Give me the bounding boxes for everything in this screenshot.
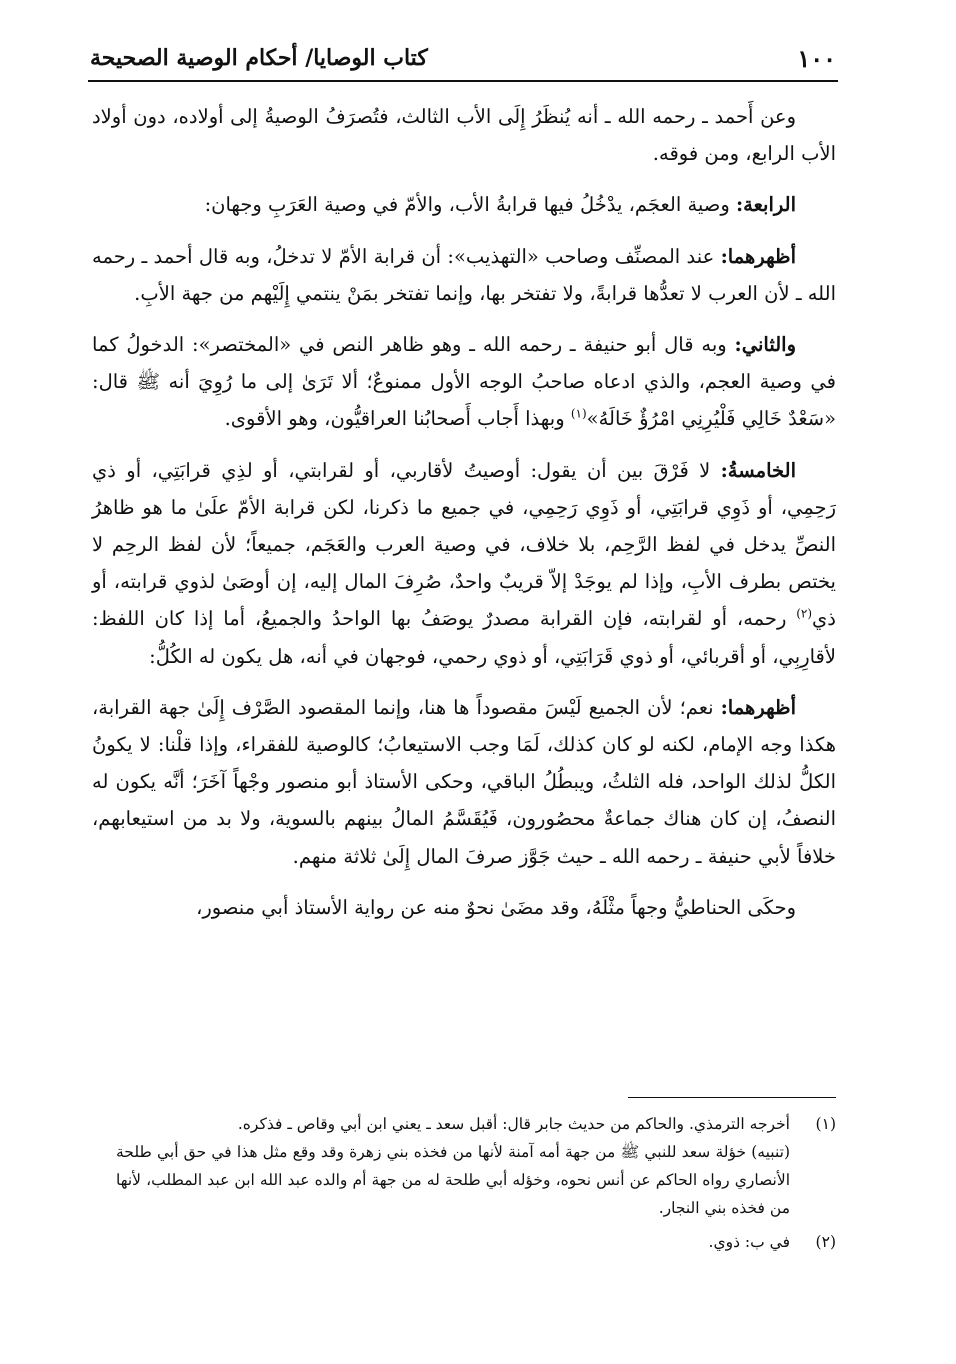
paragraph-text: وبهذا أَجاب أَصحابُنا العراقيُّون، وهو الأقوى. bbox=[224, 407, 571, 431]
footnote-ref: (٢) bbox=[796, 606, 813, 621]
footnote bbox=[116, 1228, 836, 1256]
paragraph-text: لا فَرْقَ بين أن يقول: أوصيتُ لأقاربي، أو لقرابتي، أو لذِي قرابَتِي، أو ذي رَحِمِي، أو ذَوِي قرابَتِي، أو ذَوِي رَحِمِي، في جميع ما ذكرنا، لكن قرابة الأمّ علَىٰ ما هو ظاهرُ النصِّ يدخل في لفظ الرَّحِم، بلا خلاف، في وصية العرب والعَجَم، جميعاً؛ لأن لفظ الرحِم لا يختص بطرف الأبِ، وإذا لم يوجَدْ إلاّ قريبٌ واحدٌ، صُرِفَ المال إليه، إن أوصَىٰ لذوي قرابته، أو ذي bbox=[92, 458, 836, 631]
paragraph-text: وعن أَحمد ـ رحمه الله ـ أنه يُنظَرُ إِلَى الأب الثالث، فتُصرَفُ الوصيةُ إلى أولاده، دون أولاد الأب الرابع، ومن فوقه. bbox=[92, 105, 836, 166]
running-title: كتاب الوصايا/ أحكام الوصية الصحيحة bbox=[90, 45, 428, 71]
page-number: ١٠٠ bbox=[797, 43, 836, 73]
footnotes bbox=[116, 1110, 836, 1262]
main-text bbox=[92, 98, 836, 940]
footnote-number: (١) bbox=[815, 1115, 836, 1133]
paragraph bbox=[92, 326, 836, 438]
paragraph bbox=[92, 98, 836, 172]
footnote bbox=[116, 1110, 836, 1222]
footnote-separator bbox=[628, 1097, 836, 1098]
footnote-ref: (١) bbox=[570, 406, 587, 421]
paragraph-text: وحكَى الحناطيُّ وجهاً مثْلَهُ، وقد مضَىٰ نحوٌ منه عن رواية الأستاذ أبي منصور، bbox=[196, 895, 796, 919]
paragraph-text: وصية العجَم، يدْخُلُ فيها قرابةُ الأب، والأمّ في وصية العَرَبِ وجهان: bbox=[204, 193, 736, 217]
paragraph-text: نعم؛ لأن الجميع لَيْسَ مقصوداً ها هنا، وإنما المقصود الصَّرْف إِلَىٰ جهة القرابة، هكذا وجه الإمام، لكنه لو كان كذلك، لَمَا وجب الاستيعابُ؛ كالوصية للفقراء، وإذا قلْنا: لا يكونُ الكلُّ لذلك الواحد، فله الثلثُ، ويبطُلُ الباقي، وحكى الأستاذ أبو منصور وجْهاً آخَرَ؛ أنَّه يكون له النصفُ، إن كان هناك جماعةٌ محصُورون، فَيُقَسَّمُ المالُ بينهم بالسوية، ولا بد من استيعابهم، خلافاً لأبي حنيفة ـ رحمه الله ـ حيث جَوَّز صرفَ المال إِلَىٰ ثلاثة منهم. bbox=[92, 695, 836, 868]
paragraph-text: وبه قال أبو حنيفة ـ رحمه الله ـ وهو ظاهر النص في «المختصر»: الدخولُ كما في وصية العجم، والذي ادعاه صاحبُ الوجه الأول ممنوعٌ؛ ألا تَرَىٰ إلى ما رُوِيَ أنه ﷺ قال: «سَعْدٌ خَالِي فَلْيُرِنِي امْرُؤٌ خَالَهُ» bbox=[92, 333, 836, 431]
footnote-line: أخرجه الترمذي. والحاكم من حديث جابر قال: أقبل سعد ـ يعني ابن أبي وقاص ـ فذكره. bbox=[237, 1115, 790, 1133]
paragraph-label: أظهرهما: bbox=[720, 695, 796, 719]
footnote-number: (٢) bbox=[815, 1233, 836, 1251]
paragraph-label: أظهرهما: bbox=[720, 244, 796, 268]
paragraph bbox=[92, 238, 836, 312]
footnote-line: في ب: ذوي. bbox=[708, 1233, 790, 1251]
paragraph-label: والثاني: bbox=[734, 333, 796, 357]
paragraph bbox=[92, 689, 836, 875]
paragraph bbox=[92, 889, 836, 926]
running-header bbox=[90, 40, 836, 76]
footnote-body bbox=[116, 1110, 790, 1222]
footnote-body bbox=[116, 1228, 790, 1256]
paragraph-label: الخامسةُ: bbox=[720, 458, 796, 482]
paragraph-text: رحمه، أو لقرابته، فإن القرابة مصدرٌ يوصَفُ بها الواحدُ والجميعُ، أما إذا كان اللفظ: لأقارِبِي، أو أقربائي، أو ذوي قَرَابَتِي، أو ذوي رحمي، فوجهان في أنه، هل يكون له الكُلُّ: bbox=[92, 607, 836, 668]
paragraph-label: الرابعة: bbox=[735, 193, 796, 217]
footnote-line: (تنبيه) خؤلة سعد للنبي ﷺ من جهة أمه آمنة لأنها من فخذه بني زهرة وقد وقع مثل هذا في حق أبي طلحة الأنصاري رواه الحاكم عن أنس نحوه، وخؤله أبي طلحة له من جهة أم والده عبد الله ابن عبد المطلب، لأنها من فخذه بني النجار. bbox=[116, 1143, 790, 1217]
header-rule bbox=[88, 80, 838, 82]
paragraph bbox=[92, 452, 836, 675]
paragraph bbox=[92, 186, 836, 223]
paragraph-text: عند المصنِّف وصاحب «التهذيب»: أن قرابة الأمّ لا تدخلُ، وبه قال أحمد ـ رحمه الله ـ لأن العرب لا تعدُّها قرابةً، ولا تفتخر بها، وإنما تفتخر بمَنْ ينتمي إِلَيْهم من جهة الأبِ. bbox=[92, 244, 836, 305]
